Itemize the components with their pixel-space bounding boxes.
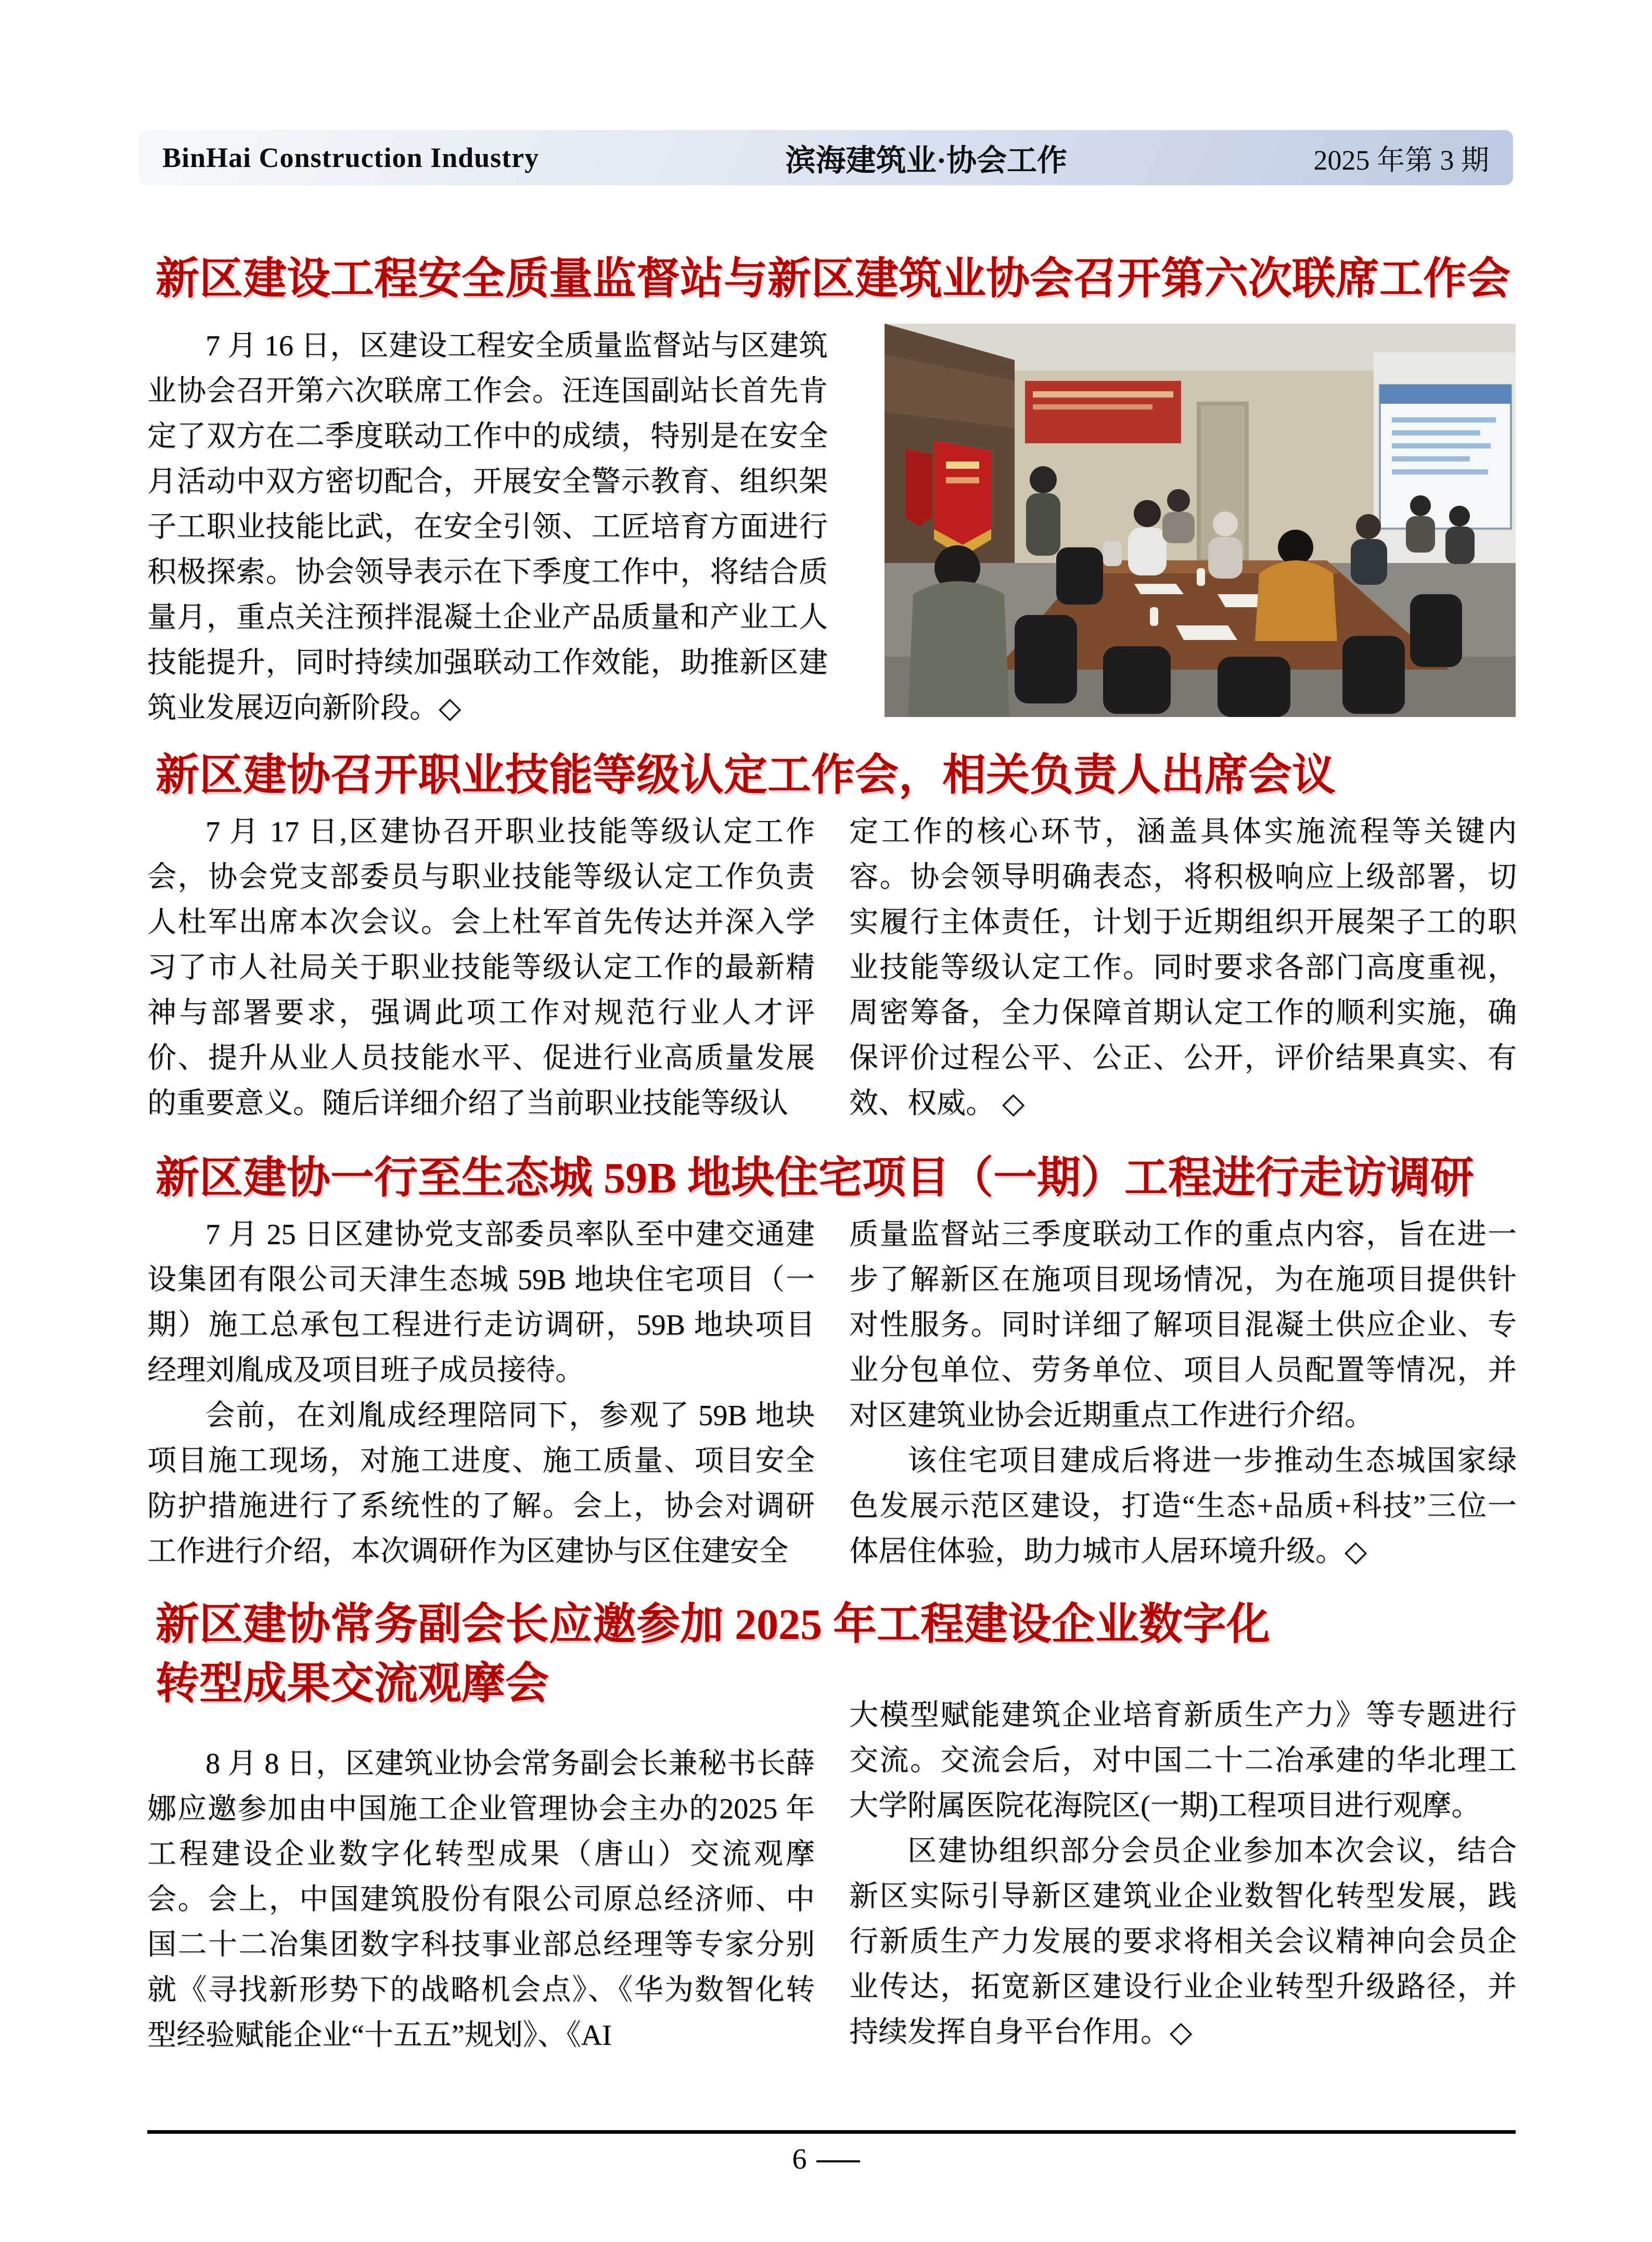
article-3-paragraph: 该住宅项目建成后将进一步推动生态城国家绿色发展示范区建设，打造“生态+品质+科技”三位一体居住体验，助力城市人居环境升级。◇ bbox=[849, 1445, 1517, 1568]
article-3-right-column bbox=[849, 1212, 1517, 1574]
article-2-right-column: 定工作的核心环节，涵盖具体实施流程等关键内容。协会领导明确表态，将积极响应上级部署，切实履行主体责任，计划于近期组织开展架子工的职业技能等级认定工作。同时要求各部门高度重视，周密筹备，全力保障首期认定工作的顺利实施，确保评价过程公平、公正、公开，评价结果真实、有效、权威。 ◇ bbox=[849, 816, 1517, 1120]
footer bbox=[0, 2143, 1652, 2176]
article-3-title: 新区建协一行至生态城 59B 地块住宅项目（一期）工程进行走访调研 bbox=[156, 1154, 1475, 1202]
page-header-bar bbox=[138, 130, 1513, 185]
article-4-left-column bbox=[147, 1648, 815, 2058]
article-3-paragraph: 质量监督站三季度联动工作的重点内容，旨在进一步了解新区在施项目现场情况，为在施项目提供针对性服务。同时详细了解项目混凝土供应企业、专业分包单位、劳务单位、项目人员配置等情况，并对区建筑业协会近期重点工作进行介绍。 bbox=[849, 1219, 1517, 1432]
article-4-paragraph: 大模型赋能建筑企业培育新质生产力》等专题进行交流。交流会后，对中国二十二冶承建的华北理工大学附属医院花海院区(一期)工程项目进行观摩。 bbox=[849, 1699, 1517, 1822]
article-2-left-column: 7 月 17 日,区建协召开职业技能等级认定工作会，协会党支部委员与职业技能等级认定工作负责人杜军出席本次会议。会上杜军首先传达并深入学习了市人社局关于职业技能等级认定工作的最新精神与部署要求，强调此项工作对规范行业人才评价、提升从业人员技能水平、促进行业高质量发展的重要意义。随后详细介绍了当前职业技能等级认 bbox=[147, 816, 815, 1120]
article-4-paragraph: 区建协组织部分会员企业参加本次会议，结合新区实际引导新区建筑业企业数智化转型发展，践行新质生产力发展的要求将相关会议精神向会员企业传达，拓宽新区建设行业企业转型升级路径，并持续发挥自身平台作用。◇ bbox=[849, 1835, 1517, 2048]
article-4-paragraph: 8 月 8 日，区建筑业协会常务副会长兼秘书长薛娜应邀参加由中国施工企业管理协会主办的2025 年工程建设企业数字化转型成果（唐山）交流观摩会。会上，中国建筑股份有限公司原总经济师、中国二十二冶集团数字科技事业部总经理等专家分别就《寻找新形势下的战略机会点》、《华为数智化转型经验赋能企业“十五五”规划》、《AI bbox=[147, 1748, 815, 2052]
article-4-right-column bbox=[849, 1648, 1517, 2058]
article-2-body bbox=[147, 810, 1517, 1126]
article-3-paragraph: 7 月 25 日区建协党支部委员率队至中建交通建设集团有限公司天津生态城 59B 地块住宅项目（一期）施工总承包工程进行走访调研，59B 地块项目经理刘胤成及项目班子成员接待。 bbox=[147, 1219, 815, 1387]
page-number: 6 bbox=[792, 2143, 807, 2175]
article-1-body: 7 月 16 日，区建设工程安全质量监督站与区建筑业协会召开第六次联席工作会。汪连国副站长首先肯定了双方在二季度联动工作中的成绩，特别是在安全月活动中双方密切配合，开展安全警示教育、组织架子工职业技能比武，在安全引领、工匠培育方面进行积极探索。协会领导表示在下季度工作中，将结合质量月，重点关注预拌混凝土企业产品质量和产业工人技能提升，同时持续加强联动工作效能，助推新区建筑业发展迈向新阶段。◇ bbox=[147, 330, 828, 724]
article-2-title: 新区建协召开职业技能等级认定工作会，相关负责人出席会议 bbox=[156, 751, 1336, 800]
article-4-title-line-1: 新区建协常务副会长应邀参加 2025 年工程建设企业数字化 bbox=[156, 1600, 1271, 1649]
article-1-title: 新区建设工程安全质量监督站与新区建筑业协会召开第六次联席工作会 bbox=[156, 255, 1511, 303]
meeting-photo bbox=[885, 324, 1516, 717]
article-3-left-column bbox=[147, 1212, 815, 1574]
article-4-body bbox=[147, 1648, 1517, 2058]
footer-rule bbox=[147, 2130, 1516, 2134]
journal-section-title: 滨海建筑业·协会工作 bbox=[785, 144, 1067, 177]
page-number-dash bbox=[816, 2160, 860, 2162]
article-3-body bbox=[147, 1212, 1517, 1574]
issue-number: 2025 年第 3 期 bbox=[1313, 144, 1489, 176]
article-4-title-line-2: 转型成果交流观摩会 bbox=[156, 1660, 549, 1708]
journal-name-english: BinHai Construction Industry bbox=[162, 142, 540, 173]
article-3-paragraph: 会前，在刘胤成经理陪同下，参观了 59B 地块项目施工现场，对施工进度、施工质量、项目安全防护措施进行了系统性的了解。会上，协会对调研工作进行介绍，本次调研作为区建协与区住建安全 bbox=[147, 1400, 815, 1568]
meeting-room-illustration bbox=[885, 324, 1516, 717]
